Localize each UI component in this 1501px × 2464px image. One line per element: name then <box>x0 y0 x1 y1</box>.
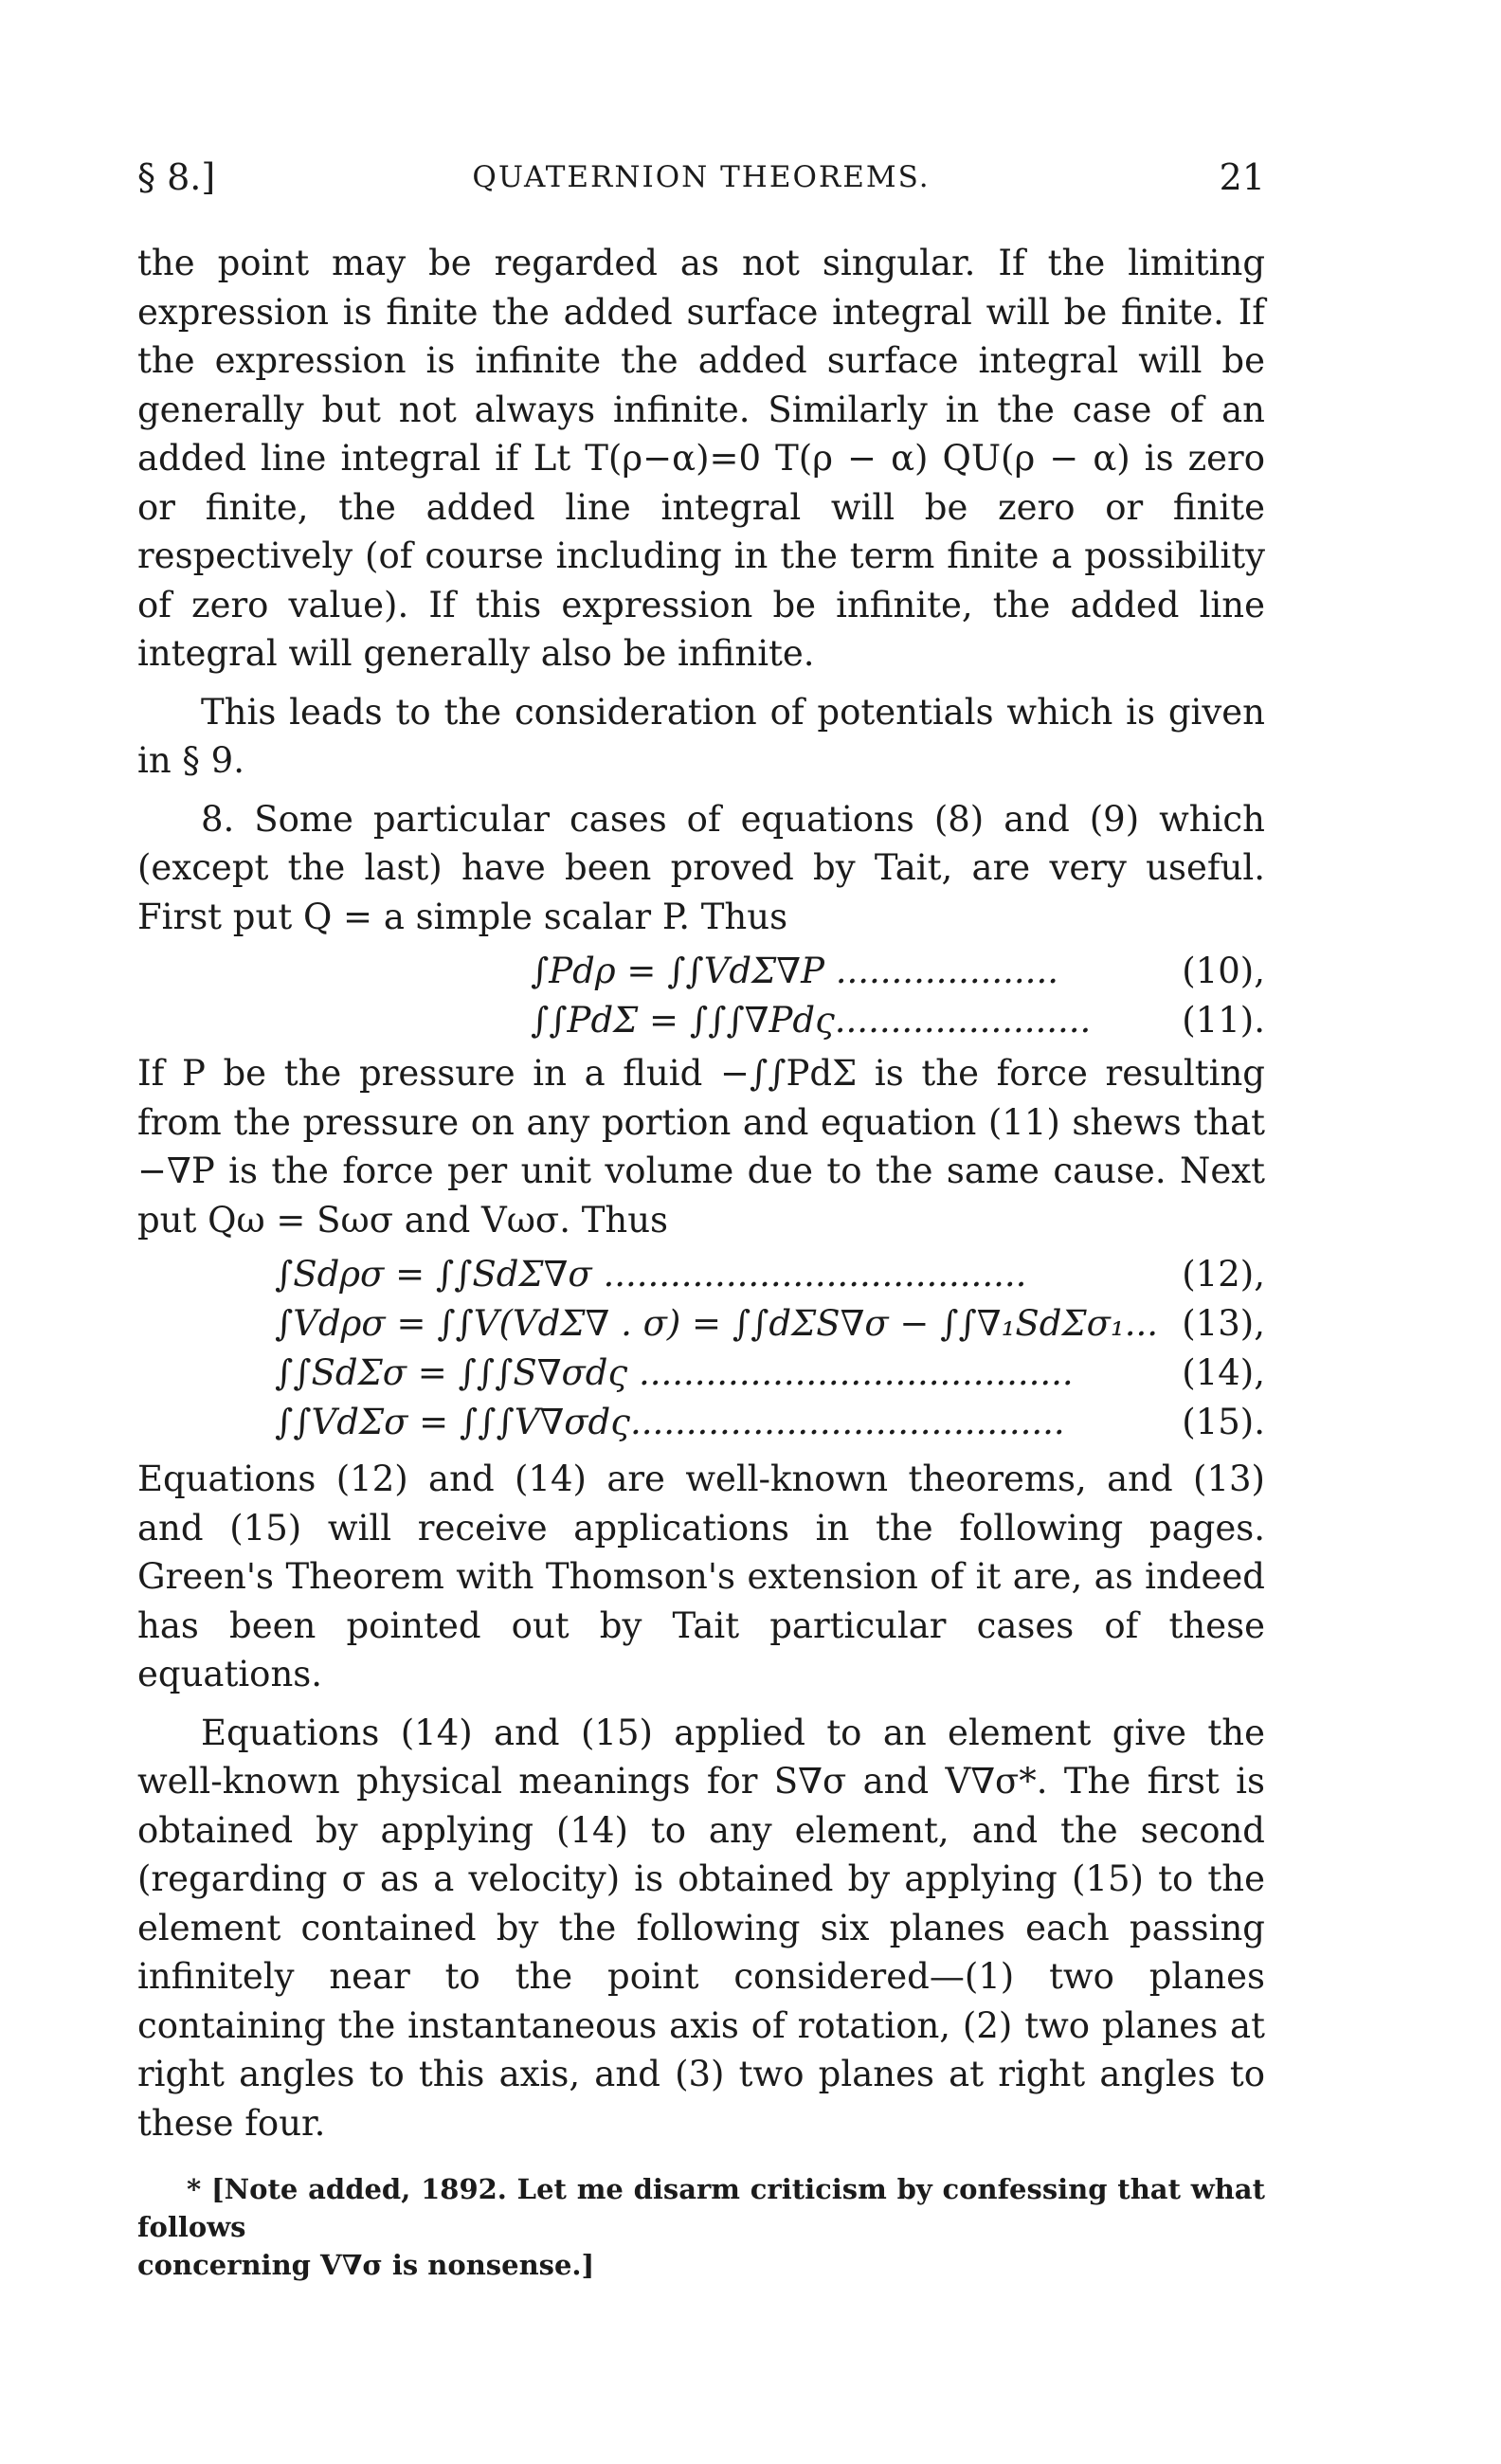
page-number: 21 <box>1219 156 1265 198</box>
equation-expression: ∫∫SdΣσ = ∫∫∫S∇σdς ....................................... <box>275 1352 1074 1393</box>
equation-expression: ∫Vdρσ = ∫∫V(VdΣ∇ . σ) = ∫∫dΣS∇σ − ∫∫∇₁SdΣσ₁... <box>275 1303 1158 1344</box>
footnote-line-2: concerning V∇σ is nonsense.] <box>137 2249 595 2281</box>
paragraph-physical-meanings: Equations (14) and (15) applied to an element give the well-known physical meanings for S∇σ and V∇σ*. The first is obtained by applying (14) to any element, and the second (regarding σ as a velocity) is obtained by applying (15) to the element contained by the following six planes each passing infinitely near to the point considered—(1) two planes containing the instantaneous axis of rotation, (2) two planes at right angles to this axis, and (3) two planes at right angles to these four. <box>137 1712 1265 2144</box>
equation-15 <box>275 1398 1265 1447</box>
equation-12 <box>275 1250 1265 1299</box>
paragraph-singular-point: the point may be regarded as not singular. If the limiting expression is finite the added surface integral will be finite. If the expression is infinite the added surface integral will be generally but not always infinite. Similarly in the case of an added line integral if Lt T(ρ−α)=0 T(ρ − α) QU(ρ − α) is zero or finite, the added line integral will be zero or finite respectively (of course including in the term finite a possibility of zero value). If this expression be infinite, the added line integral will generally also be infinite. <box>137 243 1265 674</box>
equation-number: (14), <box>1182 1352 1265 1393</box>
equation-expression: ∫Sdρσ = ∫∫SdΣ∇σ ...................................... <box>275 1254 1027 1295</box>
equation-10 <box>531 947 1265 996</box>
equation-number: (10), <box>1182 951 1265 991</box>
running-header <box>137 156 1265 213</box>
equation-number: (15). <box>1182 1402 1265 1442</box>
equation-number: (13), <box>1182 1303 1265 1344</box>
paragraph-potentials: This leads to the consideration of potentials which is given in § 9. <box>137 691 1265 781</box>
equation-number: (12), <box>1182 1254 1265 1295</box>
equation-expression: ∫∫PdΣ = ∫∫∫∇Pdς....................... <box>531 1000 1092 1041</box>
footnote-line-1: * [Note added, 1892. Let me disarm criticism by confessing that what follows <box>137 2173 1265 2243</box>
equation-11 <box>531 996 1265 1045</box>
footnote <box>137 2170 1265 2284</box>
section-marker: § 8.] <box>137 156 216 198</box>
equation-expression: ∫∫VdΣσ = ∫∫∫V∇σdς....................................... <box>275 1402 1065 1442</box>
equation-block-vector <box>275 1250 1265 1447</box>
paragraph-particular-cases: 8. Some particular cases of equations (8) and (9) which (except the last) have been proved by Tait, are very useful. First put Q = a simple scalar P. Thus <box>137 798 1265 937</box>
equation-13 <box>275 1299 1265 1349</box>
equation-14 <box>275 1349 1265 1398</box>
page-title: QUATERNION THEOREMS. <box>472 160 931 194</box>
book-page <box>137 156 1265 2284</box>
paragraph-pressure: If P be the pressure in a fluid −∫∫PdΣ is the force resulting from the pressure on any portion and equation (11) shews that −∇P is the force per unit volume due to the same cause. Next put Qω = Sωσ and Vωσ. Thus <box>137 1053 1265 1241</box>
paragraph-greens-theorem: Equations (12) and (14) are well-known theorems, and (13) and (15) will receive applications in the following pages. Green's Theorem with Thomson's extension of it are, as indeed has been pointed out by Tait particular cases of these equations. <box>137 1458 1265 1694</box>
equation-number: (11). <box>1182 1000 1265 1041</box>
equation-block-scalar <box>531 947 1265 1045</box>
equation-expression: ∫Pdρ = ∫∫VdΣ∇P .................... <box>531 951 1058 991</box>
